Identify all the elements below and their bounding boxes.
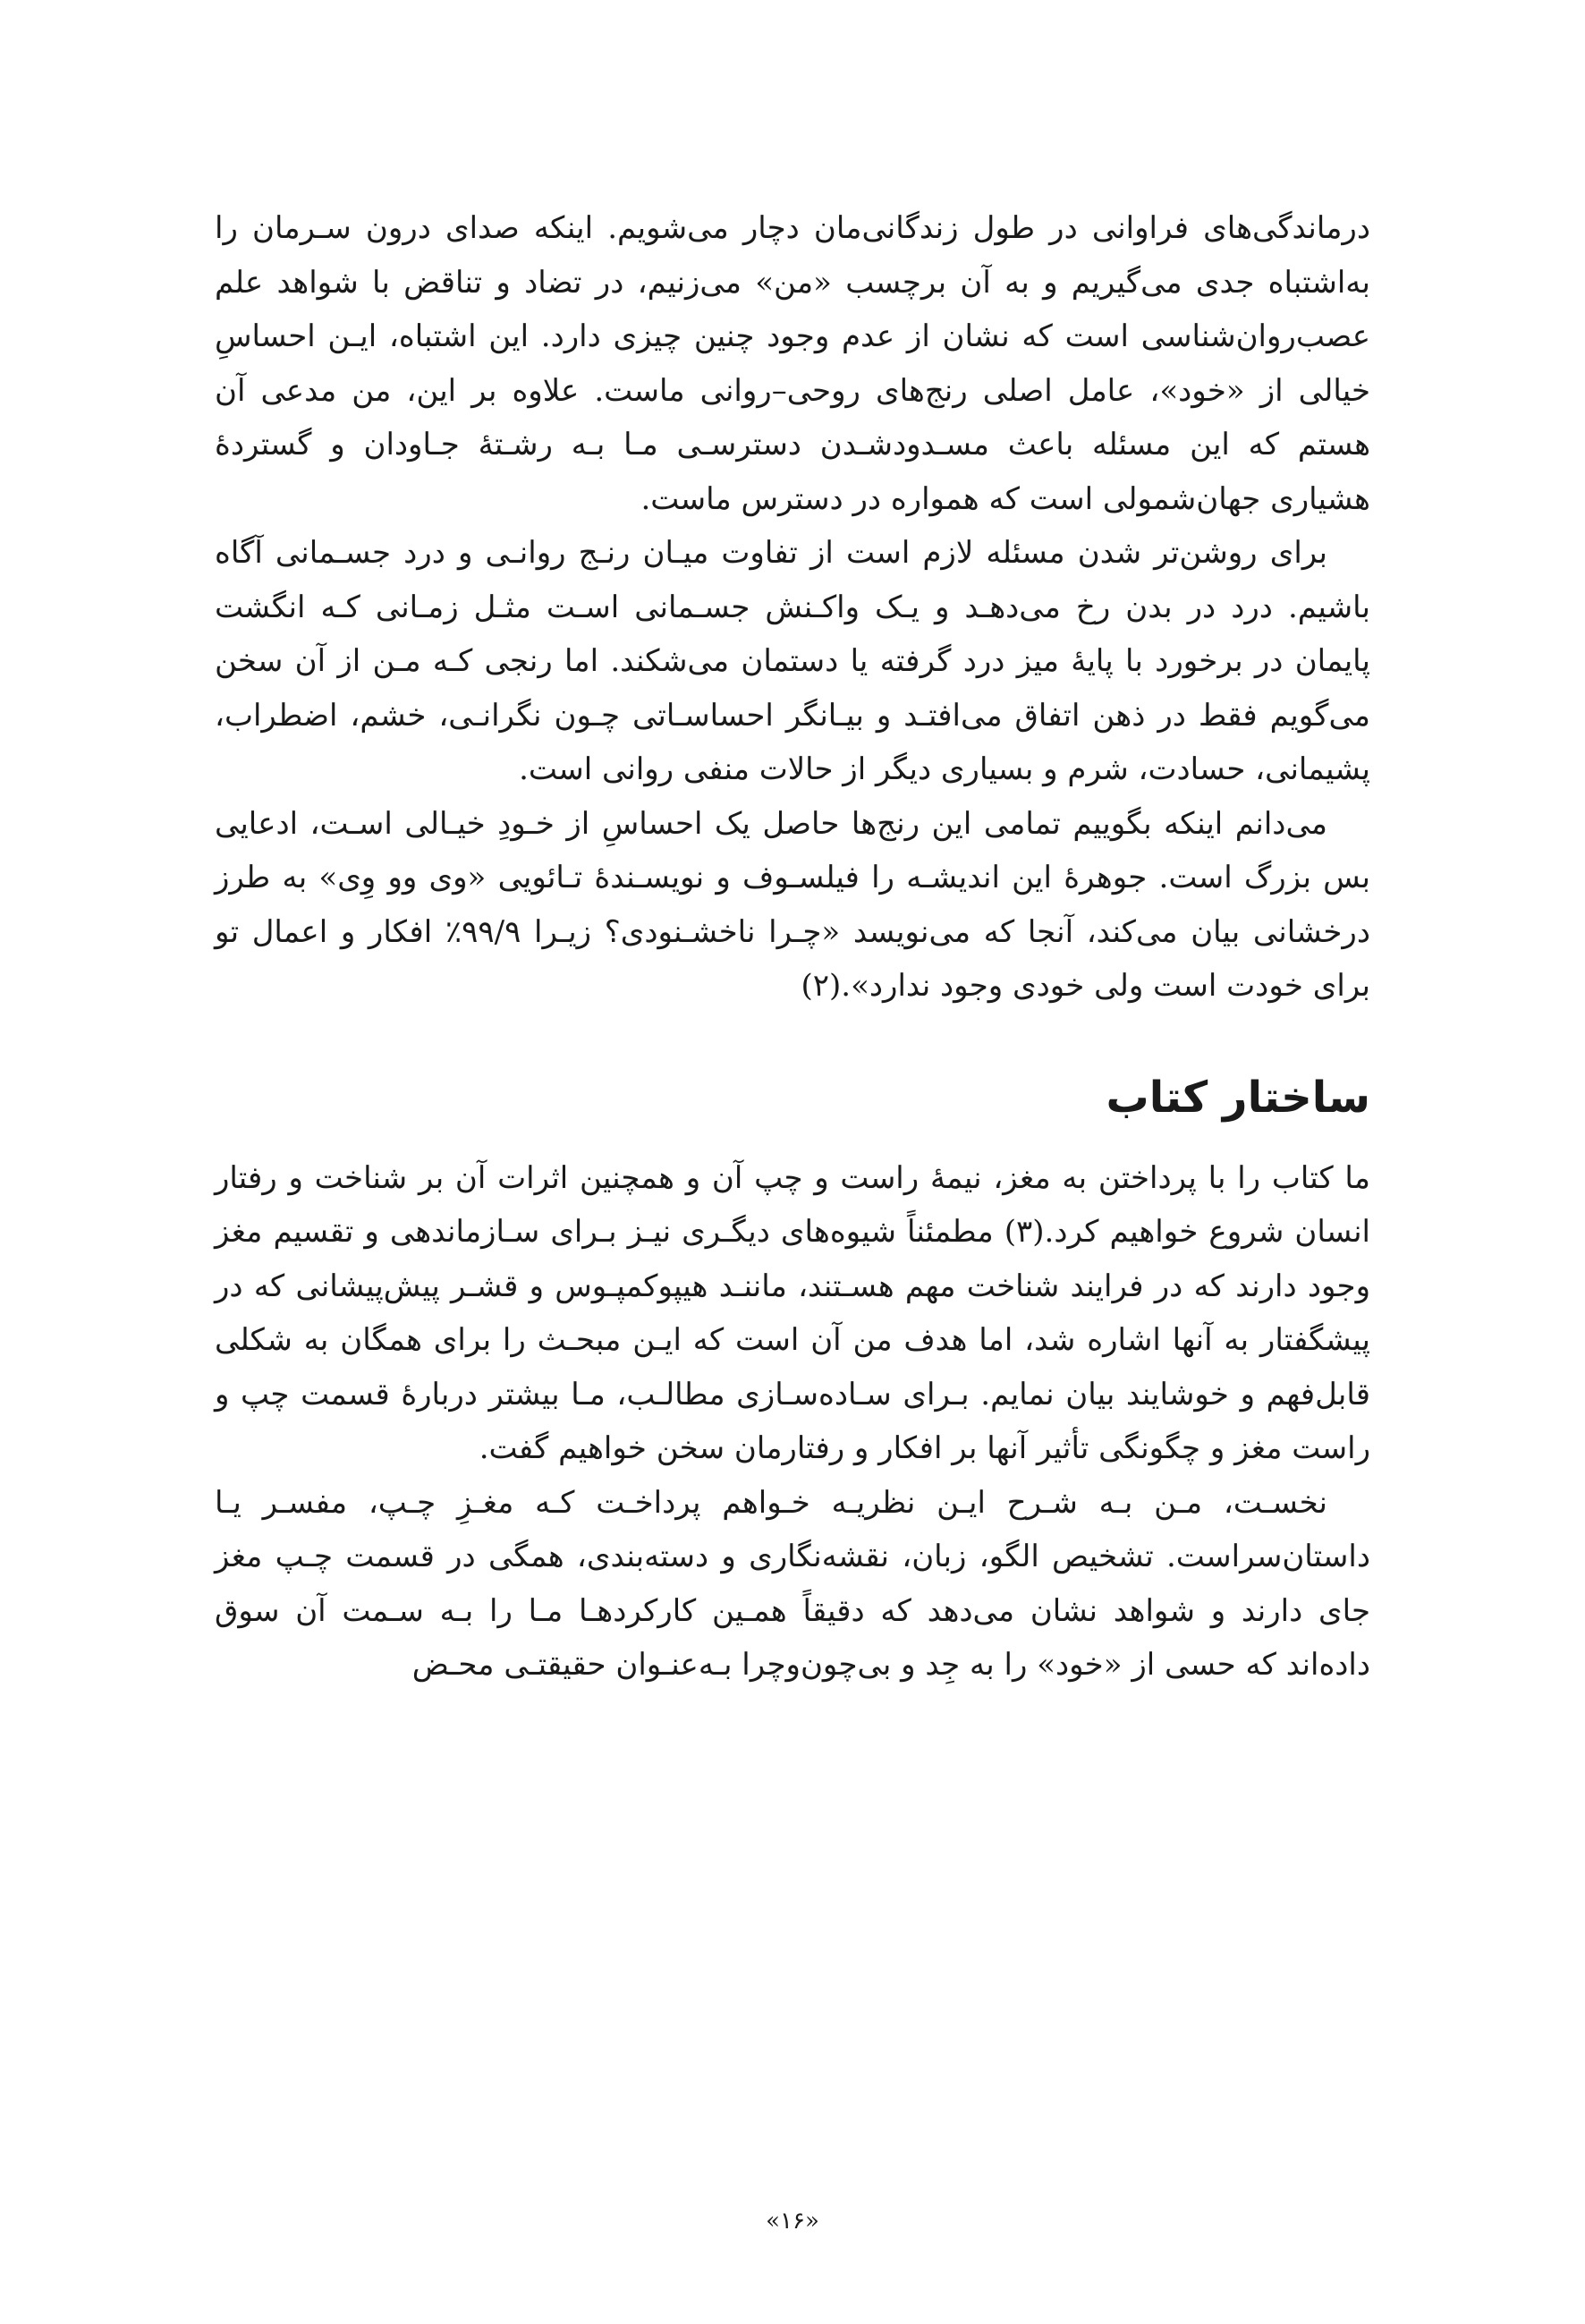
paragraph-5: نخسـت، مـن بـه شـرح ایـن نظریـه خـواهم پرداخـت کـه مغـزِ چـپ، مفسـر یـا داستان‌سراست. تشخیص الگو، زبان، نقشه‌نگاری و دسته‌بندی، همگی در قسمت چـپ مغز جای دارند و شواهد نشان می‌دهد که دقیقاً همـین کارکردهـا مـا را بـه سـمت آن سوق داده‌اند که حسی از «خود» را به جِد و بی‌چون‌وچرا بـه‌عنـوان حقیقتـی محـض: [215, 1484, 1370, 1683]
page-body: [215, 201, 1370, 1692]
paragraph-2: برای روشن‌تر شدن مسئله لازم است از تفاوت میـان رنـج روانـی و درد جسـمانی آگاه باشیم. درد در بدن رخ می‌دهـد و یـک واکـنش جسـمانی اسـت مثـل زمـانی کـه انگشت پایمان در برخورد با پایهٔ میز درد گرفته یا دستمان می‌شکند. اما رنجی کـه مـن از آن سخن می‌گویم فقط در ذهن اتفاق می‌افتـد و بیـانگر احساسـاتی چـون نگرانـی، خشم، اضطراب، پشیمانی، حسادت، شرم و بسیاری دیگر از حالات منفی روانی است.: [215, 535, 1370, 787]
paragraph-3: می‌دانم اینکه بگوییم تمامی این رنج‌ها حاصل یک احساسِ از خـودِ خیـالی اسـت، ادعایی بس بزرگ است. جوهرهٔ این اندیشـه را فیلسـوف و نویسـندهٔ تـائویی «وی وو وِی» به طرز درخشانی بیان می‌کند، آنجا که می‌نویسد «چـرا ناخشـنودی؟ زیـرا ۹۹/۹٪ افکار و اعمال تو برای خودت است ولی خودی وجود ندارد».(۲): [215, 805, 1370, 1004]
section-title: ساختار کتاب: [1106, 1072, 1370, 1123]
page-number: «۱۶»: [766, 2208, 819, 2235]
paragraph-1: درماندگی‌های فراوانی در طول زندگانی‌مان دچار می‌شویم. اینکه صدای درون سـرمان را به‌اشتباه جدی می‌گیریم و به آن برچسب «من» می‌زنیم، در تضاد و تناقض با شواهد علم عصب‌روان‌شناسی است که نشان از عدم وجود چنین چیزی دارد. این اشتباه، ایـن احساسِ خیالی از «خود»، عامل اصلی رنج‌های روحی–روانی ماست. علاوه بر این، من مدعی آن هستم که این مسئله باعث مسـدودشـدن دسترسـی مـا بـه رشـتهٔ جـاودان و گستردهٔ هشیاری جهان‌شمولی است که همواره در دسترس ماست.: [215, 210, 1370, 517]
paragraph-4: ما کتاب را با پرداختن به مغز، نیمهٔ راست و چپ آن و همچنین اثرات آن بر شناخت و رفتار انسان شروع خواهیم کرد.(۳) مطمئناً شیوه‌های دیگـری نیـز بـرای سـازماندهی و تقسیم مغز وجود دارند که در فرایند شناخت مهم هسـتند، ماننـد هیپوکمپـوس و قشـر پیش‌پیشانی که در پیشگفتار به آنها اشاره شد، اما هدف من آن است که ایـن مبحـث را برای همگان به شکلی قابل‌فهم و خوشایند بیان نمایم. بـرای سـاده‌سـازی مطالـب، مـا بیشتر دربارهٔ قسمت چپ و راست مغز و چگونگی تأثیر آنها بر افکار و رفتارمان سخن خواهیم گفت.: [215, 1159, 1370, 1466]
